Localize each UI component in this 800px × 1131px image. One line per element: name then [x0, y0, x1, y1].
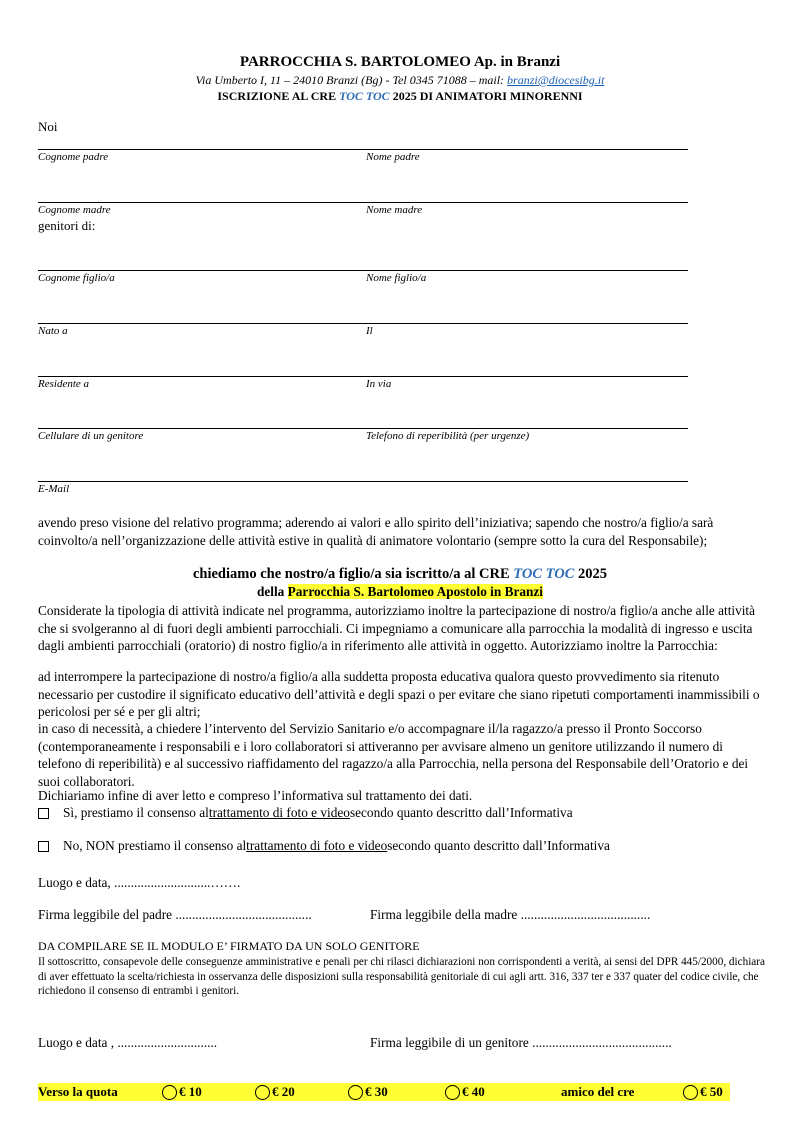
firma-madre-field[interactable]: Firma leggibile della madre .......................................	[370, 907, 651, 922]
luogo-data-field-2[interactable]: Luogo e data , ..............................	[38, 1035, 218, 1050]
consent-no-checkbox[interactable]	[38, 841, 49, 852]
authorization-b: in caso di necessità, a chiedere l’intervento del Servizio Sanitario e/o accompagnare il/la ragazzo/a presso il Pronto Soccorso (contemporaneamente i responsabili e i loro collaboratori si attiveranno per avvisare almeno un genitore utilizzando il numero di telefono di reperibilità) e al successivo riaffidamento del ragazzo/a alla Parrocchia, nella persona del Responsabile dell’Oratorio e dei suoi collaboratori.	[38, 721, 749, 789]
noi-label: Noi	[38, 119, 58, 134]
quota-bar	[38, 1083, 730, 1101]
field-label: E-Mail	[38, 483, 70, 495]
field-label: Nome figlio/a	[366, 272, 427, 284]
field-row-figlio[interactable]	[38, 270, 688, 284]
parish-title: PARROCCHIA S. BARTOLOMEO Ap. in Branzi	[239, 54, 561, 70]
form-subtitle: ISCRIZIONE AL CRE TOC TOC 2025 DI ANIMATORI MINORENNI	[217, 89, 583, 103]
field-label: Cellulare di un genitore	[38, 430, 144, 442]
quota-option-50[interactable]: € 50	[683, 1084, 723, 1100]
authorization-paragraph: Considerate la tipologia di attività indicate nel programma, autorizziamo inoltre la partecipazione di nostro/a figlio/a anche alle attività che si svolgeranno al di fuori degli ambienti parrocchiali. Ci impegniamo a comunicare alla parrocchia la modalità di ingresso e uscita dagli ambienti parrocchiali (oratorio) di nostro figlio/a in riferimento alle attività in oggetto. Autorizziamo inoltre la Parrocchia:	[38, 603, 756, 654]
privacy-statement: Dichiariamo infine di aver letto e compreso l’informativa sul trattamento dei dati.	[38, 788, 473, 803]
intro-paragraph: avendo preso visione del relativo programma; aderendo ai valori e allo spirito dell’iniziativa; sapendo che nostro/a figlio/a sarà coinvolto/a nell’organizzazione delle attività estive in qualità di animatore volontario (sempre sotto la cura del Responsabile);	[38, 515, 714, 548]
quota-option-10[interactable]: € 10	[162, 1084, 202, 1100]
field-row-padre[interactable]	[38, 149, 688, 163]
field-label: Nome padre	[366, 151, 420, 163]
field-label: Nome madre	[366, 204, 423, 216]
field-label: Cognome madre	[38, 204, 111, 216]
field-label: Cognome figlio/a	[38, 272, 115, 284]
request-line: chiediamo che nostro/a figlio/a sia iscritto/a al CRE TOC TOC 2025	[192, 566, 608, 582]
field-row-email[interactable]	[38, 481, 688, 495]
field-label: Il	[366, 325, 373, 337]
field-label: Nato a	[38, 325, 68, 337]
single-parent-title: DA COMPILARE SE IL MODULO E’ FIRMATO DA UN SOLO GENITORE	[38, 939, 420, 953]
radio-circle[interactable]	[683, 1085, 698, 1100]
field-label: In via	[366, 378, 392, 390]
quota-label: Verso la quota	[38, 1084, 118, 1099]
genitori-label: genitori di:	[38, 218, 96, 233]
radio-circle[interactable]	[445, 1085, 460, 1100]
consent-no-line: No, NON prestiamo il consenso al trattamento di foto e video secondo quanto descritto dall’Informativa	[38, 838, 610, 854]
brand-name: TOC TOC	[339, 89, 390, 103]
amico-label: amico del cre	[561, 1084, 635, 1099]
quota-option-20[interactable]: € 20	[255, 1084, 295, 1100]
field-label: Cognome padre	[38, 151, 109, 163]
brand-name: TOC TOC	[513, 566, 575, 582]
field-row-nascita[interactable]	[38, 323, 688, 337]
field-label: Residente a	[38, 378, 90, 390]
parish-highlight: Parrocchia S. Bartolomeo Apostolo in Branzi	[287, 584, 543, 599]
email-link[interactable]: branzi@diocesibg.it	[507, 73, 605, 87]
luogo-data-field[interactable]: Luogo e data, .............................…….	[38, 875, 241, 890]
field-row-telefono[interactable]	[38, 428, 688, 442]
field-label: Telefono di reperibilità (per urgenze)	[366, 430, 530, 442]
field-row-residenza[interactable]	[38, 376, 688, 390]
consent-yes-line: Sì, prestiamo il consenso al trattamento di foto e video secondo quanto descritto dall’Informativa	[38, 805, 573, 821]
firma-genitore-field[interactable]: Firma leggibile di un genitore ..........................................	[370, 1035, 672, 1050]
firma-padre-field[interactable]: Firma leggibile del padre .........................................	[38, 907, 312, 922]
consent-yes-checkbox[interactable]	[38, 808, 49, 819]
field-row-madre[interactable]	[38, 202, 688, 216]
quota-option-30[interactable]: € 30	[348, 1084, 388, 1100]
parish-line: della Parrocchia S. Bartolomeo Apostolo in Branzi	[256, 584, 543, 599]
radio-circle[interactable]	[348, 1085, 363, 1100]
quota-option-40[interactable]: € 40	[445, 1084, 485, 1100]
single-parent-text: Il sottoscritto, consapevole delle conseguenze amministrative e penali per chi rilasci dichiarazioni non corrispondenti a verità, ai sensi del DPR 445/2000, dichiara di aver effettuato la scelta/richiesta in osservanza delle disposizioni sulla responsabilità genitoriale di cui agli artt. 316, 337 ter e 337 quater del codice civile, che richiedono il consenso di entrambi i genitori.	[38, 956, 765, 997]
authorization-a: ad interrompere la partecipazione di nostro/a figlio/a alla suddetta proposta educativa qualora questo provvedimento sia ritenuto necessario per custodire il significato educativo dell’attività e degli spazi o per evitare che siano ripetuti comportamenti inammissibili o pericolosi per sé e per gli altri;	[38, 669, 760, 720]
radio-circle[interactable]	[255, 1085, 270, 1100]
radio-circle[interactable]	[162, 1085, 177, 1100]
parish-address: Via Umberto I, 11 – 24010 Branzi (Bg) - Tel 0345 71088 – mail: branzi@diocesibg.it	[195, 73, 605, 87]
